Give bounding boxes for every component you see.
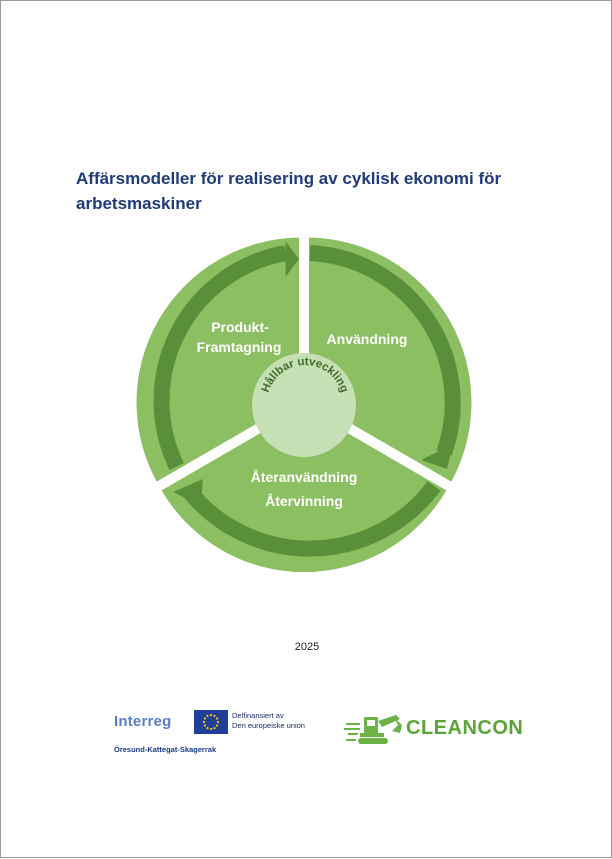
segment-label-produkt-line2: Framtagning — [196, 339, 282, 355]
segment-label-atervinning: Återvinning — [265, 493, 343, 509]
document-title: Affärsmodeller för realisering av cyklisk ekonomi för arbetsmaskiner — [76, 169, 502, 213]
eu-cofinanced-text — [232, 711, 305, 731]
segment-label-produkt-line1: Produkt- — [211, 319, 269, 335]
document-year: 2025 — [294, 641, 320, 653]
segment-label-anvandning: Användning — [326, 331, 408, 347]
eu-flag-icon — [194, 710, 228, 734]
interreg-region: Öresund-Kattegat-Skagerrak — [114, 745, 217, 754]
center-label: Hållbar utveckling — [259, 355, 351, 395]
cleancon-logo-text: CLEANCON — [406, 717, 524, 739]
eu-cofinanced-line2: Den europeiske union — [232, 721, 305, 730]
segment-label-ateranvandning: Återanvändning — [250, 469, 358, 485]
excavator-icon — [344, 711, 404, 747]
eu-cofinanced-line1: Delfinansiert av — [232, 711, 284, 720]
center-circle — [252, 353, 356, 457]
interreg-logo-text: Interreg — [114, 713, 172, 730]
